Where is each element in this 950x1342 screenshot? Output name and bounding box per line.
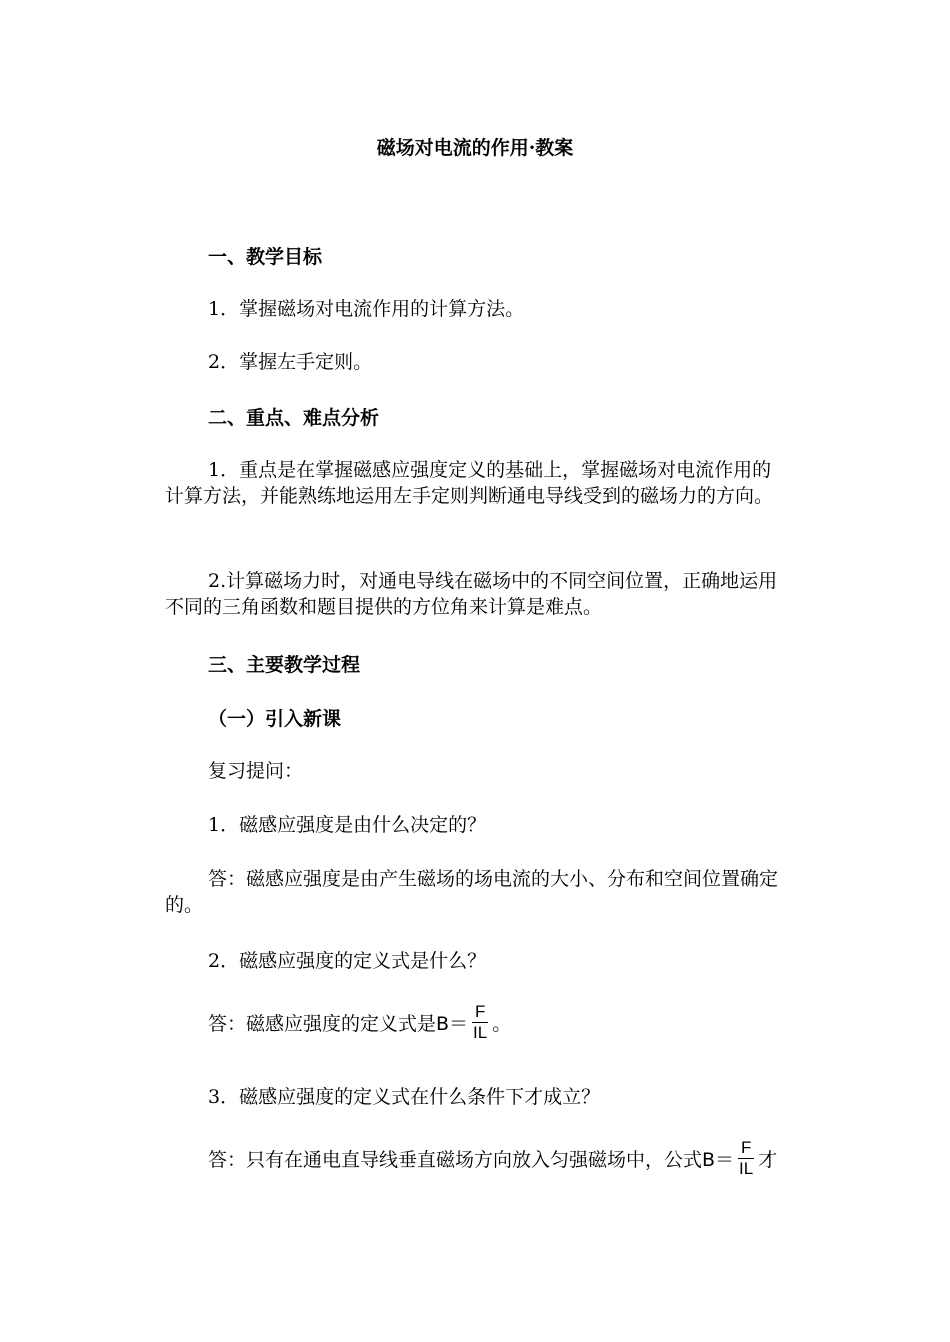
answer-3 (208, 1138, 777, 1179)
section-heading-objectives: 一、教学目标 (208, 246, 323, 268)
answer-3-text: 答：只有在通电直导线垂直磁场方向放入匀强磁场中，公式B＝ (208, 1149, 735, 1171)
answer-1-text: 答：磁感应强度是由产生磁场的场电流的大小、分布和空间位置确定的。 (165, 868, 779, 916)
fraction-denominator: IL (473, 1023, 488, 1042)
formula-fraction-2 (736, 1138, 756, 1179)
answer-1 (165, 866, 790, 918)
subsection-heading-intro: （一）引入新课 (208, 708, 342, 730)
fraction-numerator: F (472, 1002, 488, 1023)
question-1: 1．磁感应强度是由什么决定的？ (208, 814, 487, 836)
answer-2-suffix: 。 (492, 1013, 512, 1035)
question-2: 2．磁感应强度的定义式是什么？ (208, 950, 487, 972)
answer-2-text: 答：磁感应强度的定义式是B＝ (208, 1013, 469, 1035)
answer-2 (208, 1002, 511, 1043)
fraction-denominator-2: IL (739, 1159, 754, 1178)
objective-item-2: 2．掌握左手定则。 (208, 351, 373, 373)
document-title: 磁场对电流的作用·教案 (376, 137, 574, 159)
answer-3-suffix: 才 (758, 1149, 778, 1171)
review-label: 复习提问： (208, 760, 304, 782)
keypoint-paragraph-1 (165, 457, 790, 509)
fraction-numerator-2: F (738, 1138, 754, 1159)
section-heading-process: 三、主要教学过程 (208, 654, 361, 676)
formula-fraction (470, 1002, 490, 1043)
keypoint-paragraph-2-text: 2.计算磁场力时，对通电导线在磁场中的不同空间位置，正确地运用不同的三角函数和题目提供的方位角来计算是难点。 (165, 570, 778, 618)
keypoint-paragraph-2 (165, 568, 790, 620)
question-3: 3．磁感应强度的定义式在什么条件下才成立？ (208, 1086, 601, 1108)
keypoint-paragraph-1-text: 1．重点是在掌握磁感应强度定义的基础上，掌握磁场对电流作用的计算方法，并能熟练地运用左手定则判断通电导线受到的磁场力的方向。 (165, 459, 774, 507)
objective-item-1: 1．掌握磁场对电流作用的计算方法。 (208, 298, 525, 320)
section-heading-keypoints: 二、重点、难点分析 (208, 407, 380, 429)
